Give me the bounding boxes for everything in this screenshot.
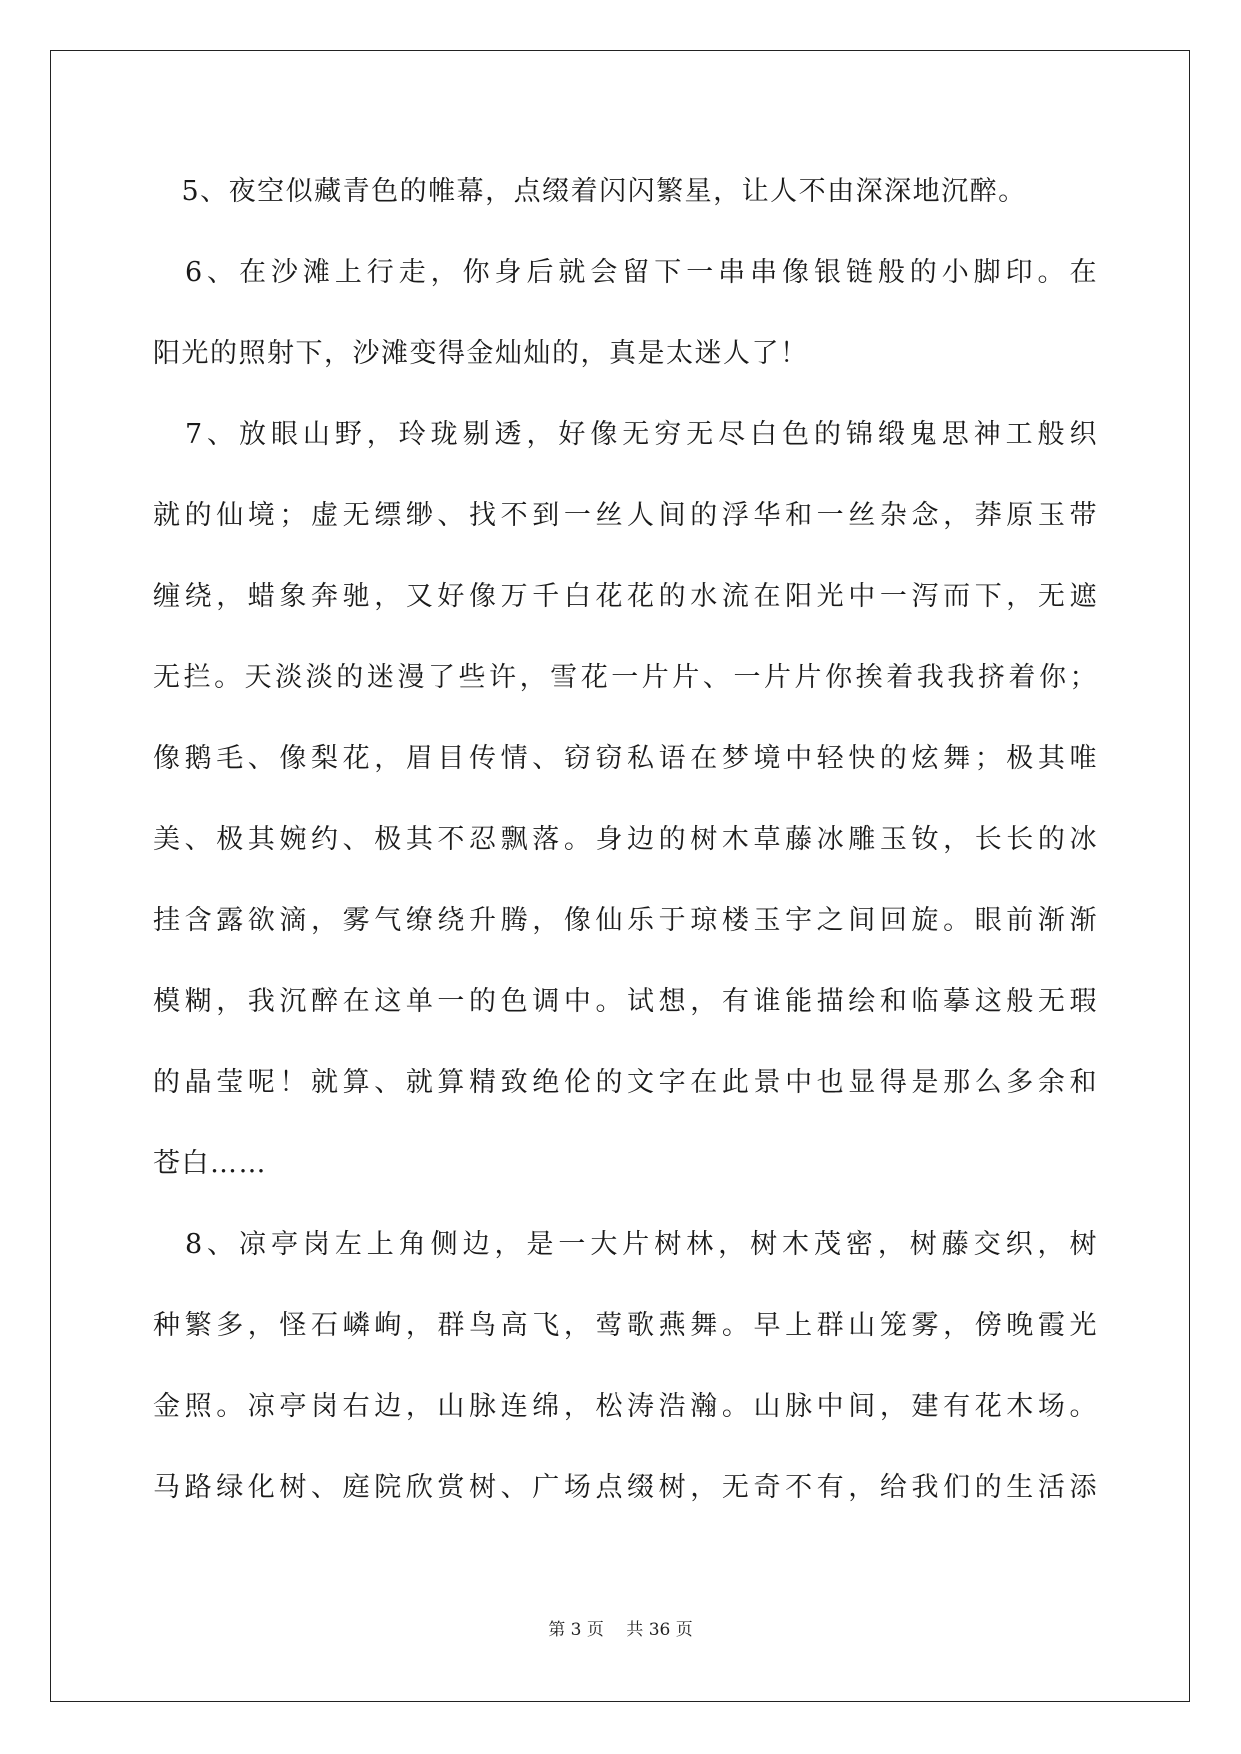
paragraph-7-line-2: 就的仙境；虚无缥缈、找不到一丝人间的浮华和一丝杂念，莽原玉带: [153, 500, 1098, 531]
paragraph-7-line-1: 7、放眼山野，玲珑剔透，好像无穷无尽白色的锦缎鬼思神工般织: [153, 419, 1098, 450]
paragraph-6-line-1: 6、在沙滩上行走，你身后就会留下一串串像银链般的小脚印。在: [153, 257, 1098, 288]
paragraph-7-line-4: 无拦。天淡淡的迷漫了些许，雪花一片片、一片片你挨着我我挤着你；: [153, 662, 1098, 693]
paragraph-8-line-2: 种繁多，怪石嶙峋，群鸟高飞，莺歌燕舞。早上群山笼雾，傍晚霞光: [153, 1310, 1098, 1341]
paragraph-7-line-10: 苍白……: [153, 1148, 267, 1179]
paragraph-7-line-5: 像鹅毛、像梨花，眉目传情、窃窃私语在梦境中轻快的炫舞；极其唯: [153, 743, 1098, 774]
paragraph-7-line-6: 美、极其婉约、极其不忍飘落。身边的树木草藤冰雕玉钕，长长的冰: [153, 824, 1098, 855]
paragraph-8-line-3: 金照。凉亭岗右边，山脉连绵，松涛浩瀚。山脉中间，建有花木场。: [153, 1391, 1098, 1422]
page-border: [50, 50, 1190, 1702]
paragraph-5-line-1: 5、夜空似藏青色的帷幕，点缀着闪闪繁星，让人不由深深地沉醉。: [153, 176, 1027, 207]
paragraph-8-line-4: 马路绿化树、庭院欣赏树、广场点缀树，无奇不有，给我们的生活添: [153, 1472, 1098, 1503]
paragraph-7-line-9: 的晶莹呢！就算、就算精致绝伦的文字在此景中也显得是那么多余和: [153, 1067, 1098, 1098]
paragraph-7-line-3: 缠绕，蜡象奔驰，又好像万千白花花的水流在阳光中一泻而下，无遮: [153, 581, 1098, 612]
paragraph-7-line-8: 模糊，我沉醉在这单一的色调中。试想，有谁能描绘和临摹这般无瑕: [153, 986, 1098, 1017]
paragraph-6-line-2: 阳光的照射下，沙滩变得金灿灿的，真是太迷人了！: [153, 338, 809, 369]
paragraph-7-line-7: 挂含露欲滴，雾气缭绕升腾，像仙乐于琼楼玉宇之间回旋。眼前渐渐: [153, 905, 1098, 936]
paragraph-8-line-1: 8、凉亭岗左上角侧边，是一大片树林，树木茂密，树藤交织，树: [153, 1229, 1098, 1260]
page-number-footer: 第 3 页 共 36 页: [548, 1620, 693, 1640]
